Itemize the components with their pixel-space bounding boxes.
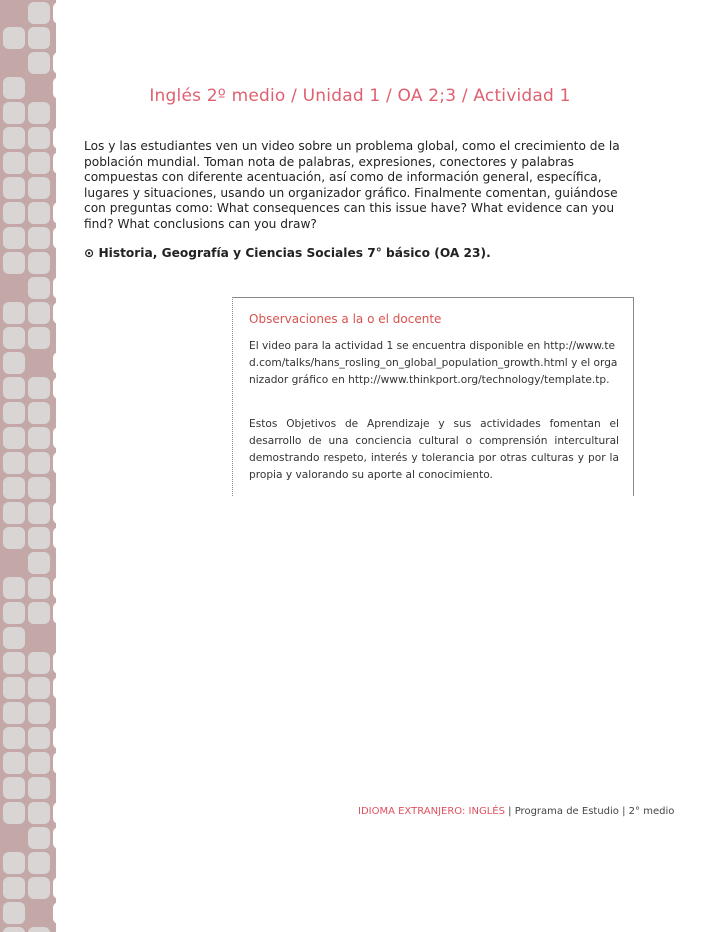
pattern-cell xyxy=(28,752,50,774)
pattern-cell xyxy=(53,927,56,932)
pattern-cell xyxy=(3,452,25,474)
pattern-cell xyxy=(53,127,56,149)
pattern-cell xyxy=(3,527,25,549)
teacher-notes-box xyxy=(232,297,634,496)
pattern-cell xyxy=(3,302,25,324)
pattern-cell xyxy=(3,827,25,849)
pattern-cell xyxy=(53,152,56,174)
pattern-cell xyxy=(28,452,50,474)
pattern-cell xyxy=(53,877,56,899)
pattern-cell xyxy=(3,152,25,174)
teacher-notes-title: Observaciones a la o el docente xyxy=(249,312,442,326)
pattern-cell xyxy=(53,827,56,849)
pattern-cell xyxy=(53,852,56,874)
pattern-cell xyxy=(28,927,50,932)
pattern-cell xyxy=(28,2,50,24)
pattern-cell xyxy=(3,2,25,24)
pattern-cell xyxy=(53,902,56,924)
pattern-cell xyxy=(28,802,50,824)
pattern-cell xyxy=(28,402,50,424)
pattern-cell xyxy=(28,627,50,649)
pattern-cell xyxy=(53,177,56,199)
pattern-cell xyxy=(3,727,25,749)
pattern-cell xyxy=(53,402,56,424)
cross-reference xyxy=(84,246,491,260)
pattern-cell xyxy=(3,202,25,224)
pattern-cell xyxy=(53,652,56,674)
pattern-cell xyxy=(3,127,25,149)
pattern-cell xyxy=(3,752,25,774)
pattern-cell xyxy=(3,227,25,249)
pattern-cell xyxy=(53,677,56,699)
pattern-cell xyxy=(53,427,56,449)
pattern-cell xyxy=(53,802,56,824)
pattern-cell xyxy=(53,2,56,24)
pattern-cell xyxy=(28,252,50,274)
footer-program: Programa de Estudio xyxy=(514,806,619,817)
pattern-cell xyxy=(3,677,25,699)
pattern-cell xyxy=(28,552,50,574)
page-footer xyxy=(358,806,674,817)
pattern-cell xyxy=(3,577,25,599)
pattern-cell xyxy=(53,352,56,374)
pattern-cell xyxy=(28,302,50,324)
pattern-cell xyxy=(53,277,56,299)
pattern-cell xyxy=(28,877,50,899)
pattern-cell xyxy=(53,252,56,274)
pattern-cell xyxy=(3,277,25,299)
pattern-cell xyxy=(53,377,56,399)
footer-separator: | xyxy=(618,806,629,817)
pattern-cell xyxy=(28,652,50,674)
pattern-cell xyxy=(3,352,25,374)
pattern-cell xyxy=(53,527,56,549)
pattern-cell xyxy=(28,702,50,724)
pattern-cell xyxy=(53,477,56,499)
pattern-cell xyxy=(28,27,50,49)
pattern-cell xyxy=(53,752,56,774)
pattern-cell xyxy=(53,552,56,574)
pattern-cell xyxy=(3,627,25,649)
pattern-cell xyxy=(3,702,25,724)
pattern-cell xyxy=(28,477,50,499)
pattern-cell xyxy=(28,377,50,399)
pattern-cell xyxy=(28,127,50,149)
pattern-cell xyxy=(53,327,56,349)
pattern-cell xyxy=(28,52,50,74)
pattern-cell xyxy=(28,427,50,449)
pattern-cell xyxy=(53,502,56,524)
pattern-cell xyxy=(28,827,50,849)
pattern-cell xyxy=(3,802,25,824)
pattern-cell xyxy=(53,727,56,749)
pattern-cell xyxy=(3,602,25,624)
pattern-cell xyxy=(28,777,50,799)
pattern-cell xyxy=(3,877,25,899)
page-title: Inglés 2º medio / Unidad 1 / OA 2;3 / Actividad 1 xyxy=(149,86,571,106)
pattern-cell xyxy=(53,202,56,224)
pattern-cell xyxy=(3,427,25,449)
pattern-cell xyxy=(3,852,25,874)
pattern-cell xyxy=(3,552,25,574)
pattern-cell xyxy=(28,902,50,924)
pattern-cell xyxy=(28,727,50,749)
pattern-cell xyxy=(3,402,25,424)
pattern-cell xyxy=(53,27,56,49)
pattern-cell xyxy=(53,452,56,474)
decorative-side-strip xyxy=(0,0,56,932)
pattern-cell xyxy=(53,52,56,74)
pattern-cell xyxy=(3,477,25,499)
pattern-cell xyxy=(3,177,25,199)
pattern-cell xyxy=(28,852,50,874)
pattern-cell xyxy=(3,27,25,49)
pattern-cell xyxy=(3,652,25,674)
pattern-cell xyxy=(53,227,56,249)
pattern-cell xyxy=(53,627,56,649)
cross-subject-icon: ⊙ xyxy=(84,246,95,260)
pattern-cell xyxy=(3,327,25,349)
pattern-cell xyxy=(28,227,50,249)
footer-subject: IDIOMA EXTRANJERO: INGLÉS xyxy=(358,806,505,817)
pattern-cell xyxy=(28,202,50,224)
pattern-cell xyxy=(3,902,25,924)
pattern-cell xyxy=(28,677,50,699)
pattern-cell xyxy=(28,277,50,299)
pattern-cell xyxy=(28,152,50,174)
decorative-pattern xyxy=(3,2,56,932)
pattern-cell xyxy=(53,602,56,624)
pattern-cell xyxy=(53,702,56,724)
pattern-cell xyxy=(28,527,50,549)
pattern-cell xyxy=(3,502,25,524)
pattern-cell xyxy=(28,327,50,349)
pattern-cell xyxy=(53,777,56,799)
pattern-cell xyxy=(28,577,50,599)
pattern-cell xyxy=(28,352,50,374)
pattern-cell xyxy=(28,502,50,524)
cross-reference-text: Historia, Geografía y Ciencias Sociales 7° básico (OA 23). xyxy=(98,246,491,260)
pattern-cell xyxy=(3,377,25,399)
pattern-cell xyxy=(28,177,50,199)
activity-description: Los y las estudiantes ven un video sobre un problema global, como el crecimiento de la población mundial. Toman nota de palabras, expresiones, conectores y palabras compuestas con diferente acentuación, así como de información general, específica, lugares y situaciones, usando un organizador gráfico. Finalmente comentan, guiándose con preguntas como: What consequences can this issue have? What evidence can you find? What conclusions can you draw? xyxy=(84,139,620,231)
pattern-cell xyxy=(3,927,25,932)
pattern-cell xyxy=(53,577,56,599)
pattern-cell xyxy=(3,52,25,74)
footer-level: 2° medio xyxy=(628,806,675,817)
pattern-cell xyxy=(3,252,25,274)
pattern-cell xyxy=(28,602,50,624)
teacher-notes-paragraph: El video para la actividad 1 se encuentra disponible en http://www.ted.com/talks/hans_rosling_on_global_population_growth.html y el organizador gráfico en http://www.thinkport.org/technology/template.tp. xyxy=(249,340,618,386)
pattern-cell xyxy=(53,302,56,324)
pattern-cell xyxy=(3,777,25,799)
teacher-notes-paragraph: Estos Objetivos de Aprendizaje y sus actividades fomentan el desarrollo de una conciencia cultural o comprensión intercultural demostrando respeto, interés y tolerancia por otras culturas y por la propia y valorando su aporte al conocimiento. xyxy=(249,418,619,481)
footer-separator: | xyxy=(504,806,515,817)
